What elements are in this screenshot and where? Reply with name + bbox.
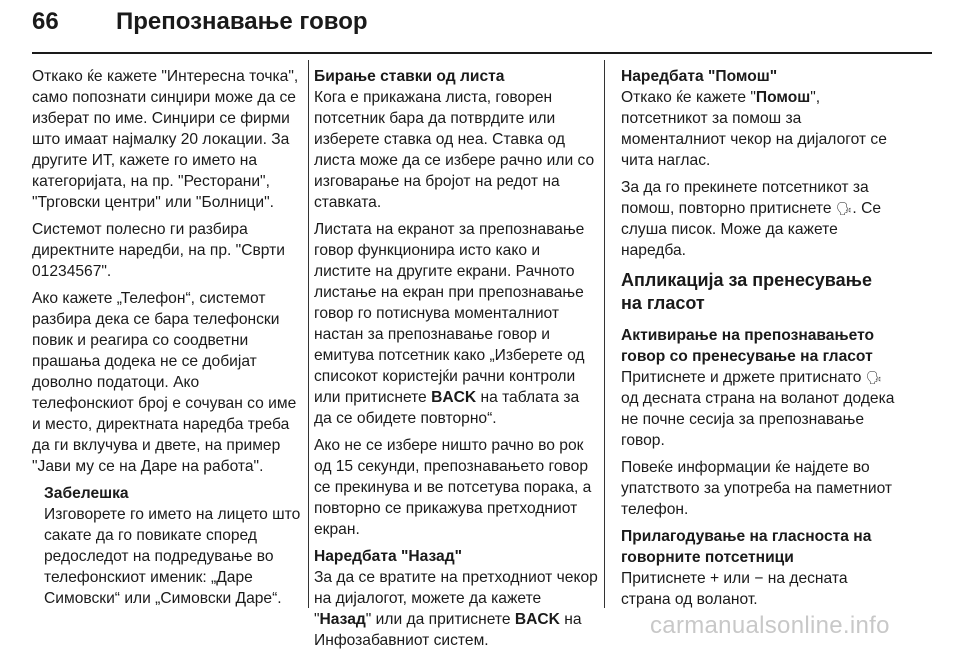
text-run: на Инфозабавниот систем. bbox=[314, 611, 582, 649]
text-run: За да се вратите на претходниот чекор на дијалогот, можете да кажете " bbox=[314, 569, 598, 628]
command-label: Назад bbox=[319, 611, 366, 628]
text-run: Листата на екранот за препознавање говор функционира исто како и листите на другите екрани. Рачното листање на екран при препознавање говор го потиснува моменталниот настан за препознавање говор и емитува потсетник како „Изберете од списокот користејќи рачни контроли или притиснете bbox=[314, 221, 585, 406]
paragraph: Кога е прикажана листа, говорен потсетник бара да потврдите или изберете ставка од неа. Ставка од листа може да се избере рачно или со изговарање на бројот на редот на ставката. bbox=[314, 89, 595, 211]
plus-key-label: + bbox=[709, 570, 720, 587]
note-title: Забелешка bbox=[44, 485, 129, 502]
text-run: Притиснете bbox=[621, 570, 710, 587]
subheading: Активирање на препознавањето говор со пренесување на гласот bbox=[621, 327, 875, 365]
voice-command-icon: 🗣︎ bbox=[835, 201, 853, 216]
column-divider bbox=[604, 60, 605, 608]
text-run: . Се слуша писок. Може да кажете наредба. bbox=[621, 200, 882, 259]
text-run: Откако ќе кажете " bbox=[621, 89, 756, 106]
column-3 bbox=[621, 66, 896, 616]
paragraph bbox=[621, 568, 896, 610]
back-key-label: BACK bbox=[431, 389, 477, 406]
text-run: За да го прекинете потсетникот за помош, повторно притиснете bbox=[621, 179, 869, 217]
paragraph bbox=[314, 567, 600, 651]
header-rule bbox=[32, 52, 932, 54]
column-2 bbox=[314, 66, 600, 657]
column-1 bbox=[32, 66, 304, 609]
section-heading: Апликација за пренесување на гласот bbox=[621, 270, 872, 313]
paragraph bbox=[621, 87, 896, 171]
back-key-label: BACK bbox=[514, 611, 560, 628]
text-run: од десната страна на воланот додека не почне сесија за препознавање говор. bbox=[621, 390, 895, 449]
paragraph bbox=[621, 367, 896, 451]
paragraph: Ако не се избере ништо рачно во рок од 15 секунди, препознавањето говор се прекинува и ве потсетува порака, а повторно се прикажува претходниот екран. bbox=[314, 437, 592, 538]
paragraph bbox=[314, 219, 600, 429]
text-run: " или да притиснете bbox=[365, 611, 515, 628]
subheading: Наредбата "Помош" bbox=[621, 68, 778, 85]
minus-key-label: − bbox=[754, 570, 764, 587]
paragraph: Откако ќе кажете "Интересна точка", само попознати синџири може да се изберат по име. Синџири се фирми што имаат најмалку 20 локации. За другите ИТ, кажете го името на категоријата, на пр. "Ресторани", "Трговски центри" или "Болници". bbox=[32, 68, 299, 211]
text-run: на таблата за да се обидете повторно“. bbox=[314, 389, 580, 427]
text-run: Притиснете и држете притиснато bbox=[621, 369, 866, 386]
subheading: Бирање ставки од листа bbox=[314, 68, 505, 85]
paragraph: Системот полесно ги разбира директните наредби, на пр. "Сврти 01234567". bbox=[32, 221, 285, 280]
column-divider bbox=[308, 60, 309, 608]
subheading: Наредбата "Назад" bbox=[314, 548, 463, 565]
text-run: или bbox=[719, 570, 755, 587]
page-title: Препознавање говор bbox=[116, 8, 368, 35]
note-box bbox=[44, 483, 304, 609]
subheading: Прилагодување на гласноста на говорните потсетници bbox=[621, 528, 872, 566]
text-run: ", потсетникот за помош за моменталниот чекор на дијалогот се чита наглас. bbox=[621, 89, 887, 169]
page-header bbox=[32, 8, 932, 48]
command-label: Помош bbox=[755, 89, 811, 106]
voice-command-icon: 🗣︎ bbox=[865, 370, 883, 385]
note-text: Изговорете го името на лицето што сакате да го повикате според редоследот на подредување во телефонскиот именик: „Даре Симовски“ или „Симовски Даре“. bbox=[44, 506, 301, 607]
paragraph bbox=[621, 177, 896, 261]
paragraph: Повеќе информации ќе најдете во упатството за употреба на паметниот телефон. bbox=[621, 459, 893, 518]
paragraph: Ако кажете „Телефон“, системот разбира дека се бара телефонски повик и реагира со соодветни прашања додека не се добијат доволно податоци. Ако телефонскиот број е сочуван со име и место, директната наредба треба да ги вклучува и двете, на пример "Јави му се на Даре на работа". bbox=[32, 290, 297, 475]
text-run: на десната страна од воланот. bbox=[621, 570, 848, 608]
page-number: 66 bbox=[32, 8, 59, 35]
watermark: carmanualsonline.info bbox=[650, 612, 890, 639]
